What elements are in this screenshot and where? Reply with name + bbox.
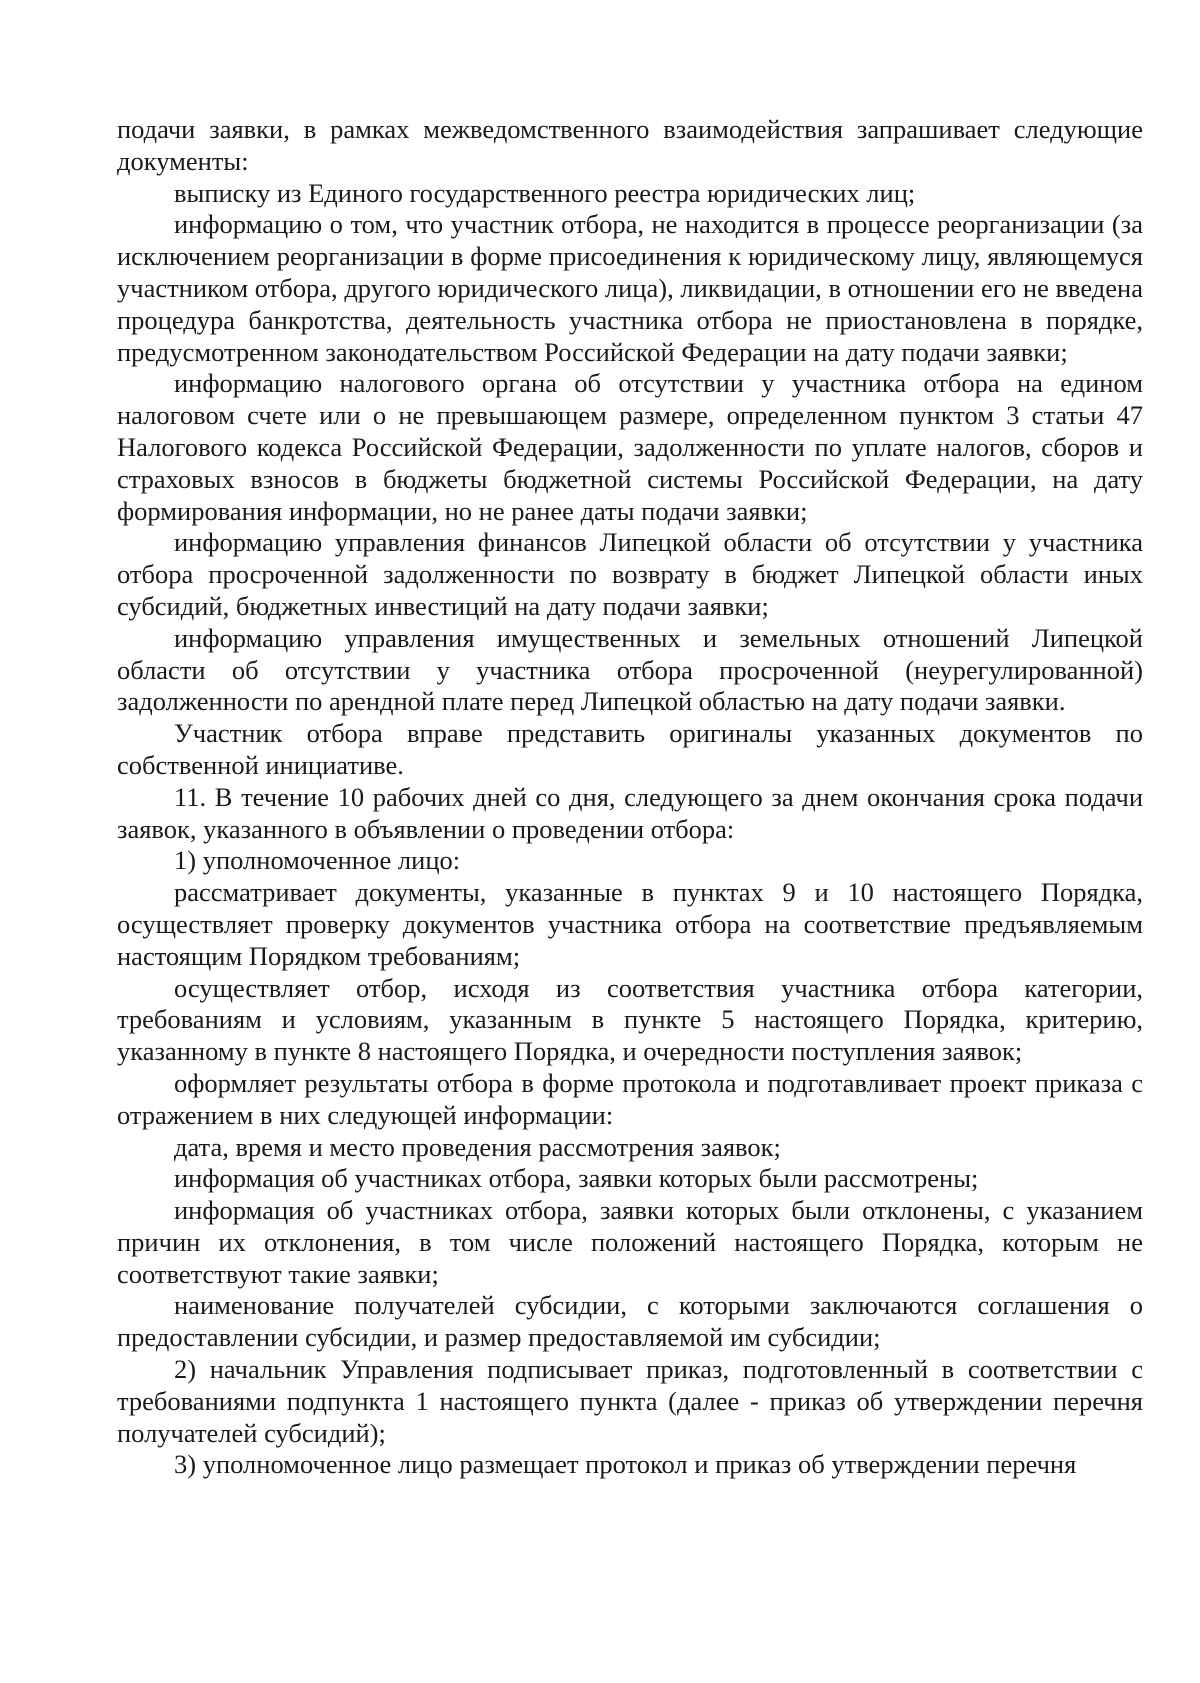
paragraph-property-info: информацию управления имущественных и земельных отношений Липецкой области об отсутствии у участника отбора просроченной (неурегулированной) задолженности по арендной плате перед Липецкой областью на дату подачи заявки. bbox=[117, 622, 1143, 717]
paragraph-clause-11: 11. В течение 10 рабочих дней со дня, следующего за днем окончания срока подачи заявок, указанного в объявлении о проведении отбора: bbox=[117, 781, 1143, 844]
document-page bbox=[117, 114, 1143, 1481]
paragraph-finance-info: информацию управления финансов Липецкой области об отсутствии у участника отбора просроченной задолженности по возврату в бюджет Липецкой области иных субсидий, бюджетных инвестиций на дату подачи заявки; bbox=[117, 527, 1143, 621]
paragraph-tax-info: информацию налогового органа об отсутствии у участника отбора на едином налоговом счете или о не превышающем размере, определенном пунктом 3 статьи 47 Налогового кодекса Российской Федерации, задолженности по уплате налогов, сборов и страховых взносов в бюджеты бюджетной системы Российской Федерации, на дату формирования информации, но не ранее даты подачи заявки; bbox=[117, 368, 1143, 526]
paragraph-subclause-3: 3) уполномоченное лицо размещает протокол и приказ об утверждении перечня bbox=[174, 1449, 1077, 1480]
paragraph-reorganization-info: информацию о том, что участник отбора, не находится в процессе реорганизации (за исключением реорганизации в форме присоединения к юридическому лицу, являющемуся участником отбора, другого юридического лица), ликвидации, в отношении его не введена процедура банкротства, деятельность участника отбора не приостановлена в порядке, предусмотренном законодательством Российской Федерации на дату подачи заявки; bbox=[117, 209, 1143, 367]
paragraph-subclause-1: 1) уполномоченное лицо: bbox=[174, 845, 461, 876]
paragraph-egrul-extract: выписку из Единого государственного реестра юридических лиц; bbox=[174, 177, 916, 208]
paragraph-protocol: оформляет результаты отбора в форме протокола и подготавливает проект приказа с отражением в них следующей информации: bbox=[117, 1067, 1143, 1130]
paragraph-date-time-place: дата, время и место проведения рассмотрения заявок; bbox=[174, 1131, 781, 1162]
paragraph-performs-selection: осуществляет отбор, исходя из соответствия участника отбора категории, требованиям и условиям, указанным в пункте 5 настоящего Порядка, критерию, указанному в пункте 8 настоящего Порядка, и очередности поступления заявок; bbox=[117, 972, 1143, 1067]
paragraph-recipients: наименование получателей субсидии, с которыми заключаются соглашения о предоставлении субсидии, и размер предоставляемой им субсидии; bbox=[117, 1290, 1143, 1353]
paragraph-reviews-documents: рассматривает документы, указанные в пунктах 9 и 10 настоящего Порядка, осуществляет проверку документов участника отбора на соответствие предъявляемым настоящим Порядком требованиям; bbox=[117, 877, 1143, 971]
paragraph-subclause-2: 2) начальник Управления подписывает приказ, подготовленный в соответствии с требованиями подпункта 1 настоящего пункта (далее - приказ об утверждении перечня получателей субсидий); bbox=[117, 1354, 1143, 1448]
paragraph-reviewed-applications: информация об участниках отбора, заявки которых были рассмотрены; bbox=[174, 1163, 979, 1194]
paragraph-own-initiative: Участник отбора вправе представить оригиналы указанных документов по собственной инициативе. bbox=[117, 718, 1143, 780]
paragraph-continuation: подачи заявки, в рамках межведомственного взаимодействия запрашивает следующие документы: bbox=[117, 114, 1143, 176]
paragraph-rejected-applications: информация об участниках отбора, заявки которых были отклонены, с указанием причин их отклонения, в том числе положений настоящего Порядка, которым не соответствуют такие заявки; bbox=[117, 1195, 1143, 1289]
